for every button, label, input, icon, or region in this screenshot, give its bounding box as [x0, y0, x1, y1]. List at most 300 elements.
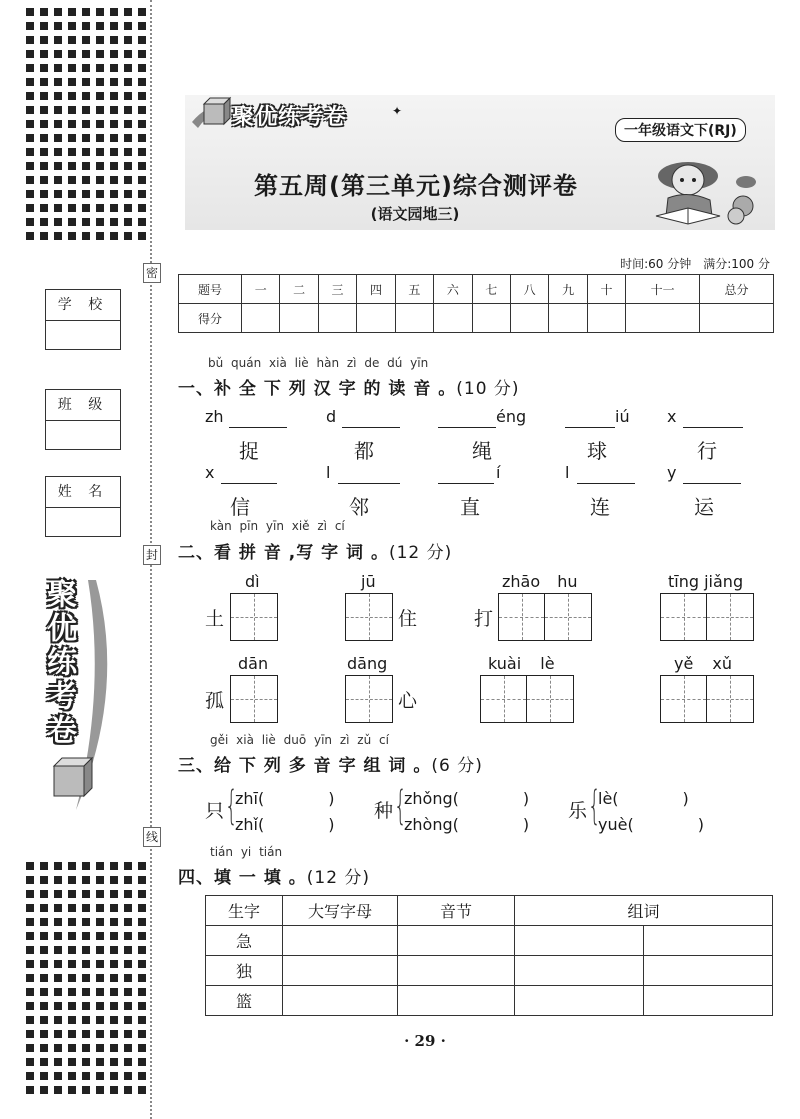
decorative-dot	[26, 974, 34, 982]
score-cell[interactable]	[280, 304, 318, 333]
section1-item	[438, 407, 548, 467]
decorative-dot	[40, 106, 48, 114]
decorative-dot	[110, 862, 118, 870]
decorative-dot	[96, 1016, 104, 1024]
answer-blank[interactable]	[229, 427, 287, 428]
score-cell[interactable]	[510, 304, 548, 333]
decorative-dot	[26, 890, 34, 898]
decorative-dot	[68, 918, 76, 926]
grid-pinyin: dāng	[347, 654, 388, 673]
section1-title-text: 一、补 全 下 列 汉 字 的 读 音 。	[178, 379, 457, 399]
hanzi: 捉	[239, 439, 259, 463]
name-field[interactable]	[45, 476, 121, 537]
decorative-dot	[26, 22, 34, 30]
reading-girl-illustration	[648, 150, 763, 228]
decorative-dot	[40, 988, 48, 996]
decorative-dot	[124, 1072, 132, 1080]
decorative-dot	[138, 1016, 146, 1024]
decorative-dot	[124, 106, 132, 114]
decorative-dot	[82, 1058, 90, 1066]
decorative-dot	[26, 1086, 34, 1094]
decorative-dot	[82, 904, 90, 912]
decorative-dot	[96, 974, 104, 982]
decorative-dot	[68, 974, 76, 982]
decorative-dot	[40, 960, 48, 968]
decorative-dot	[124, 22, 132, 30]
fill-table-header	[206, 896, 773, 926]
decorative-dot	[26, 162, 34, 170]
section4-title-text: 四、填 一 填 。	[178, 868, 307, 888]
decorative-dot	[96, 232, 104, 240]
decorative-dot	[54, 1002, 62, 1010]
decorative-dot	[68, 106, 76, 114]
school-blank[interactable]	[46, 321, 120, 349]
decorative-dot	[54, 8, 62, 16]
decorative-dot	[124, 876, 132, 884]
polyphone-item	[374, 784, 544, 840]
decorative-dot	[110, 1058, 118, 1066]
col-9: 九	[549, 275, 587, 304]
decorative-dot	[54, 1016, 62, 1024]
col-1: 一	[242, 275, 280, 304]
answer-cell[interactable]	[643, 956, 772, 986]
section1-pinyin: bǔ quán xià liè hàn zì de dú yīn	[208, 356, 429, 370]
score-cell[interactable]	[318, 304, 356, 333]
brace-icon: {	[394, 783, 407, 829]
decorative-dot	[54, 64, 62, 72]
hanzi: 绳	[472, 439, 492, 463]
decorative-dot	[96, 1002, 104, 1010]
decorative-dot	[26, 176, 34, 184]
decorative-dot	[68, 8, 76, 16]
section1-item	[438, 463, 548, 523]
section3-pinyin: gěi xià liè duō yīn zì zǔ cí	[210, 733, 389, 747]
brace-icon: {	[588, 783, 601, 829]
decorative-dot	[110, 918, 118, 926]
decorative-dot	[26, 876, 34, 884]
hanzi: 邻	[349, 495, 369, 519]
pinyin-prefix: y	[667, 463, 677, 482]
decorative-dot	[82, 190, 90, 198]
decorative-dot	[26, 918, 34, 926]
decorative-dot	[82, 50, 90, 58]
decorative-dot	[96, 988, 104, 996]
decorative-dot	[96, 8, 104, 16]
grid-prefix-char: 打	[474, 608, 494, 630]
hanzi: 信	[230, 495, 250, 519]
answer-blank[interactable]	[565, 427, 615, 428]
sparkle-icon: ✦	[392, 104, 403, 118]
decorative-dot	[68, 50, 76, 58]
decorative-dot	[26, 134, 34, 142]
decorative-dot	[54, 106, 62, 114]
cube-logo-icon	[190, 92, 238, 132]
decorative-dot	[40, 890, 48, 898]
decorative-dot	[68, 22, 76, 30]
decorative-dot	[124, 50, 132, 58]
decorative-dot	[40, 92, 48, 100]
hanzi: 球	[587, 439, 607, 463]
decorative-dot	[68, 988, 76, 996]
decorative-dot	[96, 862, 104, 870]
section2-title-text: 二、看 拼 音 ,写 字 词 。	[178, 543, 389, 563]
decorative-dot	[54, 162, 62, 170]
grid-pinyin: zhāo hu	[502, 572, 578, 591]
polyphone-reading-2[interactable]: zhǐ( )	[235, 815, 335, 834]
decorative-dot	[96, 162, 104, 170]
hanzi: 直	[460, 495, 480, 519]
decorative-dot	[96, 176, 104, 184]
section2-pinyin: kàn pīn yīn xiě zì cí	[210, 519, 345, 533]
decorative-dot	[96, 1086, 104, 1094]
answer-cell[interactable]	[515, 926, 644, 956]
decorative-dot	[124, 890, 132, 898]
decorative-dot	[68, 148, 76, 156]
decorative-dot	[68, 890, 76, 898]
writing-grid[interactable]	[230, 593, 278, 641]
writing-grid[interactable]	[660, 675, 754, 723]
decorative-dot	[82, 1016, 90, 1024]
decorative-dot	[82, 876, 90, 884]
answer-cell[interactable]	[398, 956, 515, 986]
score-table	[178, 274, 774, 333]
decorative-dot	[96, 918, 104, 926]
score-cell[interactable]	[626, 304, 700, 333]
header-syllable: 音节	[398, 896, 515, 926]
decorative-dot	[26, 106, 34, 114]
decorative-dot	[110, 134, 118, 142]
decorative-dot	[96, 190, 104, 198]
section1-item	[667, 407, 777, 467]
decorative-dot	[54, 36, 62, 44]
pinyin-prefix: d	[326, 407, 337, 426]
decorative-dot	[26, 988, 34, 996]
decorative-dot	[68, 960, 76, 968]
decorative-dot	[138, 190, 146, 198]
polyphone-reading-2[interactable]: yuè( )	[598, 815, 704, 834]
answer-blank[interactable]	[221, 483, 277, 484]
answer-cell[interactable]	[398, 986, 515, 1016]
answer-cell[interactable]	[643, 986, 772, 1016]
table-row	[206, 956, 773, 986]
decorative-dot	[26, 1058, 34, 1066]
decorative-dot	[138, 8, 146, 16]
decorative-dot	[54, 78, 62, 86]
grid-suffix-char: 心	[398, 690, 418, 712]
decorative-dot	[96, 932, 104, 940]
section4-title	[178, 863, 370, 888]
answer-blank[interactable]	[438, 427, 496, 428]
decorative-dot	[110, 904, 118, 912]
decorative-dot	[138, 918, 146, 926]
decorative-dot	[82, 960, 90, 968]
decorative-dot	[124, 162, 132, 170]
section1-item	[565, 463, 675, 523]
decorative-dot	[26, 92, 34, 100]
answer-cell[interactable]	[283, 986, 398, 1016]
decorative-dot	[138, 162, 146, 170]
decorative-dot	[96, 1072, 104, 1080]
col-total: 总分	[700, 275, 774, 304]
col-5: 五	[395, 275, 433, 304]
writing-grid[interactable]	[660, 593, 754, 641]
col-3: 三	[318, 275, 356, 304]
decorative-dot	[26, 64, 34, 72]
decorative-dot	[124, 92, 132, 100]
decorative-dot	[40, 876, 48, 884]
score-cell[interactable]	[434, 304, 472, 333]
decorative-dot	[110, 106, 118, 114]
decorative-dot	[54, 932, 62, 940]
decorative-dot	[124, 64, 132, 72]
writing-grid[interactable]	[480, 675, 574, 723]
answer-cell[interactable]	[643, 926, 772, 956]
decorative-dot	[110, 974, 118, 982]
decorative-dot	[82, 120, 90, 128]
class-blank[interactable]	[46, 421, 120, 449]
pinyin-suffix: iú	[615, 407, 630, 426]
section1-item	[205, 407, 315, 467]
section2-points: (12 分)	[388, 543, 453, 563]
class-field[interactable]	[45, 389, 121, 450]
score-cell[interactable]	[587, 304, 625, 333]
col-4: 四	[357, 275, 395, 304]
decorative-dot	[124, 1016, 132, 1024]
decorative-dot	[82, 22, 90, 30]
decorative-dot	[68, 1058, 76, 1066]
writing-grid[interactable]	[498, 593, 592, 641]
decorative-dot	[54, 974, 62, 982]
decorative-dot	[124, 1002, 132, 1010]
hanzi: 连	[590, 495, 610, 519]
decorative-dot	[54, 1086, 62, 1094]
brace-icon: {	[225, 783, 238, 829]
writing-grid[interactable]	[230, 675, 278, 723]
polyphone-reading-1[interactable]: zhī( )	[235, 789, 335, 808]
class-label: 班 级	[46, 390, 120, 421]
answer-blank[interactable]	[338, 483, 400, 484]
section4-pinyin: tián yi tián	[210, 845, 283, 859]
answer-blank[interactable]	[683, 427, 743, 428]
decorative-dot	[96, 50, 104, 58]
decorative-dot	[124, 1058, 132, 1066]
grid-prefix-char: 土	[205, 608, 225, 630]
grid-pinyin: dān	[238, 654, 269, 673]
decorative-dot	[68, 932, 76, 940]
decorative-dot	[54, 50, 62, 58]
decorative-dot	[110, 232, 118, 240]
decorative-dot-grid-bottom	[26, 862, 138, 1094]
grid-pinyin: dì	[245, 572, 260, 591]
decorative-dot	[96, 960, 104, 968]
decorative-dot	[138, 36, 146, 44]
name-label: 姓 名	[46, 477, 120, 508]
decorative-dot	[82, 1086, 90, 1094]
decorative-dot	[124, 862, 132, 870]
decorative-dot	[96, 946, 104, 954]
decorative-dot	[26, 232, 34, 240]
answer-cell[interactable]	[398, 926, 515, 956]
decorative-dot	[138, 1086, 146, 1094]
decorative-dot	[138, 974, 146, 982]
section1-item	[667, 463, 777, 523]
decorative-dot	[26, 1016, 34, 1024]
decorative-dot	[110, 988, 118, 996]
decorative-dot	[138, 988, 146, 996]
decorative-dot	[54, 22, 62, 30]
answer-blank[interactable]	[342, 427, 400, 428]
polyphone-reading-1[interactable]: lè( )	[598, 789, 689, 808]
seal-mark-mi: 密	[143, 263, 161, 283]
decorative-dot	[68, 1002, 76, 1010]
decorative-dot	[138, 50, 146, 58]
decorative-dot	[54, 134, 62, 142]
pinyin-prefix: zh	[205, 407, 224, 426]
vertical-brand-text: 聚优练考卷	[41, 578, 76, 748]
answer-cell[interactable]	[283, 956, 398, 986]
decorative-dot	[26, 8, 34, 16]
section4-points: (12 分)	[306, 868, 371, 888]
answer-blank[interactable]	[438, 483, 494, 484]
col-8: 八	[510, 275, 548, 304]
decorative-dot	[124, 960, 132, 968]
score-cell[interactable]	[472, 304, 510, 333]
decorative-dot	[26, 1072, 34, 1080]
decorative-dot	[40, 162, 48, 170]
polyphone-char: 乐	[568, 800, 588, 822]
decorative-dot	[138, 946, 146, 954]
decorative-dot	[138, 1058, 146, 1066]
writing-grid[interactable]	[345, 593, 393, 641]
grid-pinyin: jū	[361, 572, 376, 591]
score-table-score-row	[179, 304, 774, 333]
pinyin-prefix: x	[205, 463, 215, 482]
decorative-dot	[96, 1058, 104, 1066]
decorative-dot	[54, 890, 62, 898]
header-character: 生字	[206, 896, 283, 926]
decorative-dot	[82, 988, 90, 996]
decorative-dot	[138, 932, 146, 940]
answer-cell[interactable]	[515, 956, 644, 986]
decorative-dot	[26, 904, 34, 912]
decorative-dot	[54, 946, 62, 954]
decorative-dot	[68, 862, 76, 870]
decorative-dot	[82, 974, 90, 982]
answer-cell[interactable]	[515, 986, 644, 1016]
polyphone-reading-1[interactable]: zhǒng( )	[404, 789, 530, 808]
decorative-dot	[110, 120, 118, 128]
score-cell[interactable]	[357, 304, 395, 333]
section3-points: (6 分)	[431, 756, 483, 776]
decorative-dot	[124, 1086, 132, 1094]
decorative-dot	[40, 904, 48, 912]
decorative-dot	[124, 190, 132, 198]
decorative-dot	[96, 904, 104, 912]
decorative-dot	[124, 946, 132, 954]
writing-grid[interactable]	[345, 675, 393, 723]
decorative-dot	[40, 134, 48, 142]
col-11: 十一	[626, 275, 700, 304]
decorative-dot	[124, 36, 132, 44]
decorative-dot	[68, 78, 76, 86]
table-row	[206, 926, 773, 956]
decorative-dot	[40, 1072, 48, 1080]
decorative-dot	[110, 190, 118, 198]
decorative-dot	[68, 946, 76, 954]
answer-cell[interactable]	[283, 926, 398, 956]
decorative-dot	[110, 92, 118, 100]
decorative-dot	[110, 176, 118, 184]
decorative-dot	[138, 232, 146, 240]
section1-item	[326, 463, 436, 523]
decorative-dot	[138, 960, 146, 968]
decorative-dot	[110, 960, 118, 968]
decorative-dot	[26, 120, 34, 128]
decorative-dot	[40, 932, 48, 940]
answer-blank[interactable]	[577, 483, 635, 484]
decorative-dot	[138, 78, 146, 86]
decorative-dot	[138, 148, 146, 156]
section1-item	[565, 407, 675, 467]
decorative-dot	[82, 932, 90, 940]
decorative-dot	[54, 960, 62, 968]
decorative-dot	[138, 1002, 146, 1010]
row-character: 独	[206, 956, 283, 986]
decorative-dot	[40, 232, 48, 240]
decorative-dot	[54, 190, 62, 198]
decorative-dot	[26, 148, 34, 156]
decorative-dot	[68, 134, 76, 142]
score-cell[interactable]	[242, 304, 280, 333]
decorative-dot	[26, 78, 34, 86]
section1-item	[326, 407, 436, 467]
name-blank[interactable]	[46, 508, 120, 536]
decorative-dot	[68, 190, 76, 198]
decorative-dot	[40, 64, 48, 72]
decorative-dot	[40, 78, 48, 86]
decorative-dot	[124, 932, 132, 940]
decorative-dot	[54, 904, 62, 912]
decorative-dot	[138, 120, 146, 128]
decorative-dot	[40, 120, 48, 128]
score-cell[interactable]	[395, 304, 433, 333]
decorative-dot	[138, 890, 146, 898]
decorative-dot	[110, 36, 118, 44]
pinyin-prefix: l	[565, 463, 570, 482]
decorative-dot	[26, 862, 34, 870]
decorative-dot	[82, 918, 90, 926]
school-field[interactable]	[45, 289, 121, 350]
decorative-dot	[138, 862, 146, 870]
decorative-dot	[82, 1072, 90, 1080]
decorative-dot	[82, 232, 90, 240]
decorative-dot	[26, 932, 34, 940]
decorative-dot	[124, 176, 132, 184]
page-number: · 29 ·	[404, 1032, 446, 1050]
score-cell[interactable]	[549, 304, 587, 333]
polyphone-char: 种	[374, 800, 394, 822]
answer-blank[interactable]	[683, 483, 741, 484]
decorative-dot	[96, 22, 104, 30]
decorative-dot	[110, 1016, 118, 1024]
hanzi: 都	[354, 439, 374, 463]
score-cell[interactable]	[700, 304, 774, 333]
decorative-dot	[110, 876, 118, 884]
decorative-dot	[110, 8, 118, 16]
score-row-label: 得分	[179, 304, 242, 333]
polyphone-reading-2[interactable]: zhòng( )	[404, 815, 530, 834]
decorative-dot	[124, 904, 132, 912]
